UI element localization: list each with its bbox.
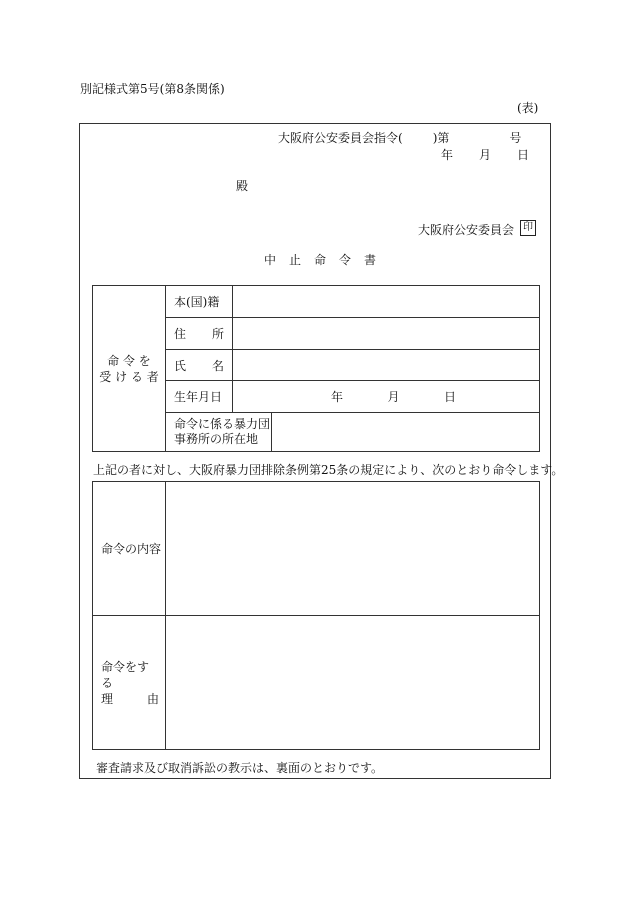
document-title: 中止命令書 <box>264 253 390 267</box>
name-field[interactable] <box>233 350 540 381</box>
name-label <box>166 350 233 381</box>
office-label-line2: 事務所の所在地 <box>174 432 259 446</box>
order-number-middle: )第 <box>432 131 450 145</box>
order-number-line <box>278 129 521 146</box>
table-row-content <box>93 482 540 616</box>
office-location-field[interactable] <box>272 413 540 452</box>
birth-year-unit: 年 <box>331 390 344 404</box>
address-label-a: 住 <box>174 327 187 341</box>
table-row-domicile <box>93 286 540 318</box>
address-label <box>166 318 233 350</box>
domicile-field[interactable] <box>233 286 540 318</box>
office-label-line1: 命令に係る暴力団 <box>174 417 271 431</box>
order-number-prefix: 大阪府公安委員会指令( <box>278 131 403 145</box>
front-side-label: (表) <box>517 101 539 115</box>
appeal-notice: 審査請求及び取消訴訟の教示は、裏面のとおりです。 <box>96 761 384 775</box>
birthdate-field[interactable] <box>233 381 540 413</box>
domicile-label: 本(国)籍 <box>166 286 233 318</box>
order-reason-label <box>93 616 166 750</box>
reason-label-line1: 命令をする <box>101 659 150 690</box>
seal-mark: 印 <box>520 220 536 236</box>
name-label-b: 名 <box>211 358 224 373</box>
subject-group-label-line2: 受 け る 者 <box>99 369 159 384</box>
order-date-month: 月 <box>479 148 492 162</box>
order-content-table <box>92 481 540 750</box>
issuer-name: 大阪府公安委員会 <box>418 223 515 237</box>
table-row-reason <box>93 616 540 750</box>
order-statement: 上記の者に対し、大阪府暴力団排除条例第25条の規定により、次のとおり命令します。 <box>93 463 564 477</box>
birthdate-label: 生年月日 <box>166 381 233 413</box>
order-date-day: 日 <box>517 148 530 162</box>
addressee-suffix: 殿 <box>236 179 249 193</box>
address-field[interactable] <box>233 318 540 350</box>
subject-table <box>92 285 540 452</box>
reason-label-b: 由 <box>146 691 159 706</box>
address-label-b: 所 <box>211 327 224 341</box>
order-number-suffix: 号 <box>509 131 522 145</box>
order-date-year: 年 <box>441 148 454 162</box>
order-content-field[interactable] <box>166 482 540 616</box>
order-date-line <box>441 146 529 163</box>
birth-month-unit: 月 <box>387 390 400 404</box>
birth-day-unit: 日 <box>443 390 456 404</box>
subject-group-label <box>93 286 166 452</box>
subject-group-label-line1: 命 令 を <box>107 353 151 368</box>
form-number-label: 別記様式第5号(第8条関係) <box>80 82 225 96</box>
reason-label-a: 理 <box>101 691 114 706</box>
office-location-label <box>166 413 272 452</box>
order-content-label: 命令の内容 <box>93 482 166 616</box>
order-reason-field[interactable] <box>166 616 540 750</box>
name-label-a: 氏 <box>174 358 187 373</box>
